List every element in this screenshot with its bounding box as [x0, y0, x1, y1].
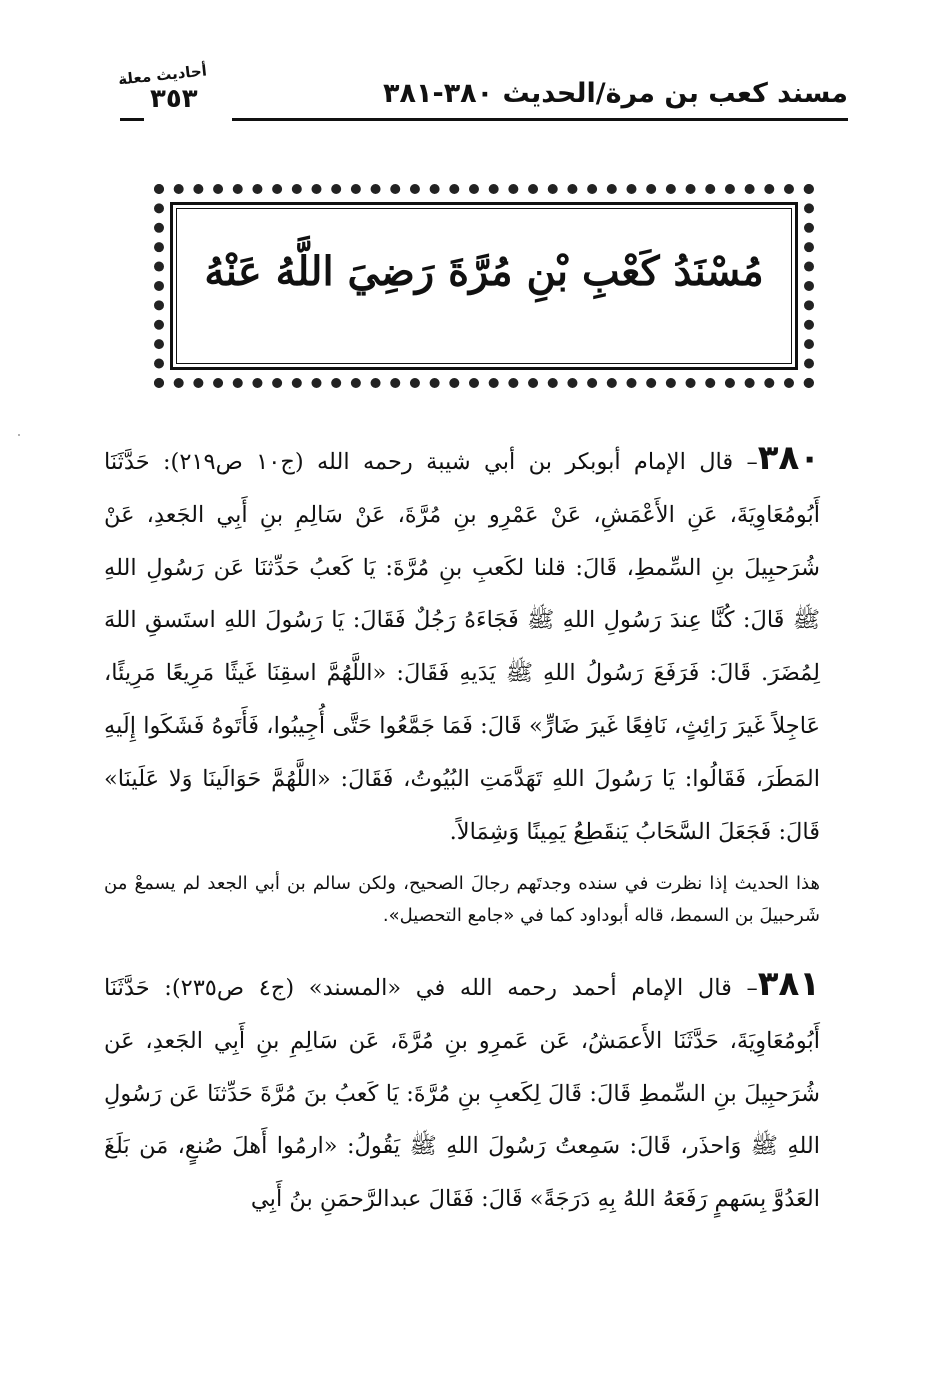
header-rule [232, 118, 848, 121]
hadith-number: ٣٨٠ [757, 438, 821, 478]
running-header-title: مسند كعب بن مرة/الحديث ٣٨٠-٣٨١ [383, 78, 848, 109]
scan-speck [18, 434, 20, 436]
hadith-text: – قال الإمام أبوبكر بن أبي شيبة رحمه الله (ج١٠ ص٢١٩): حَدَّثَنَا أَبُومُعَاوِيَةَ، عَنِ الأَعْمَشِ، عَنْ عَمْرِو بنِ مُرَّةَ، عَنْ سَالِمِ بنِ أَبِي الجَعدِ، عَنْ شُرَحبِيلَ بنِ السِّمطِ، قَالَ: قلنا لكَعبِ بنِ مُرَّةَ: يَا كَعبُ حَدِّثنَا عَن رَسُولِ اللهِ ﷺ قَالَ: كُنَّا عِندَ رَسُولِ اللهِ ﷺ فَجَاءَهُ رَجُلٌ فَقَالَ: يَا رَسُولَ اللهِ استَسقِ اللهَ لِمُضَرَ. قَالَ: فَرَفَعَ رَسُولُ اللهِ ﷺ يَدَيهِ فَقَالَ: «اللَّهُمَّ اسقِنَا غَيثًا مَرِيعًا مَرِيئًا، عَاجِلاً غَيرَ رَائِثٍ، نَافِعًا غَيرَ ضَارٍّ» قَالَ: فَمَا جَمَّعُوا حَتَّى أُجِيبُوا، فَأَتَوهُ فَشَكَوا إِلَيهِ المَطَرَ، فَقَالُوا: يَا رَسُولَ اللهِ تَهَدَّمَتِ البُيُوتُ، فَقَالَ: «اللَّهُمَّ حَوَالَينَا وَلا عَلَينَا» قَالَ: فَجَعَلَ السَّحَابُ يَنقَطِعُ يَمِينًا وَشِمَالاً. [104, 449, 820, 845]
page-number-rule [120, 118, 144, 121]
hadith-380 [104, 432, 820, 858]
hadith-number: ٣٨١ [757, 964, 821, 1004]
handwritten-side-note: أحاديث معلة [117, 61, 208, 89]
hadith-text: – قال الإمام أحمد رحمه الله في «المسند» (ج٤ ص٢٣٥): حَدَّثَنَا أَبُومُعَاوِيَةَ، حَدَّثَنَا الأَعمَشُ، عَن عَمرِو بنِ مُرَّةَ، عَن سَالِمِ بنِ أَبِي الجَعدِ، عَن شُرَحبِيلَ بنِ السِّمطِ قَالَ: قَالَ لِكَعبِ بنِ مُرَّةَ: يَا كَعبُ بنَ مُرَّةَ حَدِّثنَا عَن رَسُولِ اللهِ ﷺ وَاحذَر، قَالَ: سَمِعتُ رَسُولَ اللهِ ﷺ يَقُولُ: «ارمُوا أَهلَ صُنعٍ، مَن بَلَغَ العَدُوَّ بِسَهمٍ رَفَعَهُ اللهُ بِهِ دَرَجَةً» قَالَ: فَقَالَ عبدالرَّحمَنِ بنُ أَبِي [104, 975, 820, 1213]
page-number: ٣٥٣ [150, 84, 198, 114]
hadith-381 [104, 958, 820, 1226]
section-title: مُسْنَدُ كَعْبِ بْنِ مُرَّةَ رَضِيَ اللَّهُ عَنْهُ [204, 248, 764, 295]
commentary-note: هذا الحديث إذا نظرت في سنده وجدتَهم رجالَ الصحيح، ولكن سالم بن أبي الجعد لم يسمعْ من شَرحبيلَ بن السمط، قاله أبوداود كما في «جامع التحصيل». [104, 873, 820, 926]
